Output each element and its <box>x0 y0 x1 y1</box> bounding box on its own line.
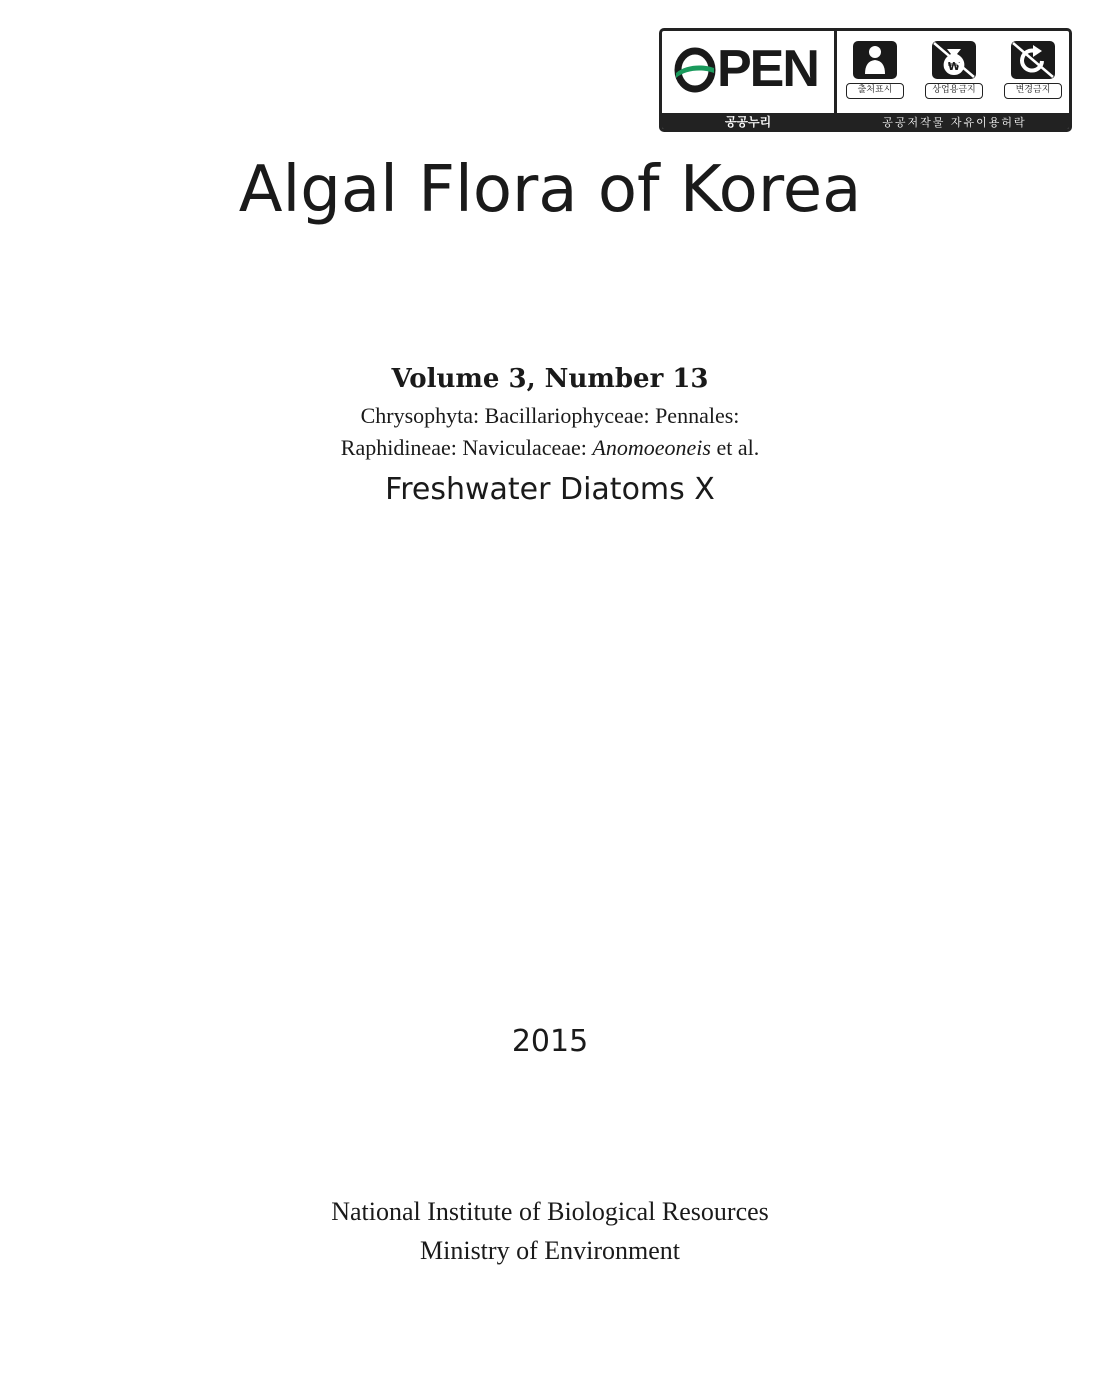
kogl-description: 공공저작물 자유이용허락 <box>882 116 1027 129</box>
open-wordmark-text: PEN <box>717 40 818 98</box>
publisher-institute: National Institute of Biological Resources <box>331 1197 769 1226</box>
svg-text:₩: ₩ <box>947 60 961 73</box>
open-logo <box>662 31 834 113</box>
book-subtitle: Freshwater Diatoms X <box>385 472 715 507</box>
genus-name: Anomoeoneis <box>592 435 711 460</box>
license-item-attribution <box>844 41 906 103</box>
classification-line-2 <box>0 432 1100 464</box>
license-label-no-commercial: 상업용금지 <box>925 83 983 99</box>
license-item-no-derivatives <box>1002 41 1064 103</box>
publisher <box>0 1192 1100 1270</box>
volume-number: Volume 3, Number 13 <box>391 364 709 394</box>
license-label-attribution: 출처표시 <box>846 83 904 99</box>
open-license-badge <box>659 28 1072 132</box>
kogl-name: 공공누리 <box>724 115 772 129</box>
open-wordmark <box>674 37 818 101</box>
attribution-icon <box>851 41 899 79</box>
taxonomic-classification <box>0 400 1100 464</box>
badge-divider <box>834 31 837 113</box>
license-item-no-commercial <box>923 41 985 103</box>
publisher-ministry: Ministry of Environment <box>420 1236 680 1265</box>
badge-footer <box>662 113 1069 132</box>
open-o-icon <box>674 46 716 94</box>
no-derivatives-icon <box>1009 41 1057 79</box>
no-commercial-use-icon <box>930 41 978 79</box>
license-conditions <box>844 41 1064 105</box>
book-title: Algal Flora of Korea <box>238 153 862 227</box>
classification-line-2-prefix: Raphidineae: Naviculaceae: <box>340 435 593 460</box>
publication-year: 2015 <box>511 1024 589 1059</box>
classification-line-2-suffix: et al. <box>710 435 760 460</box>
license-label-no-derivatives: 변경금지 <box>1004 83 1062 99</box>
classification-line-1: Chrysophyta: Bacillariophyceae: Pennales: <box>360 403 740 428</box>
